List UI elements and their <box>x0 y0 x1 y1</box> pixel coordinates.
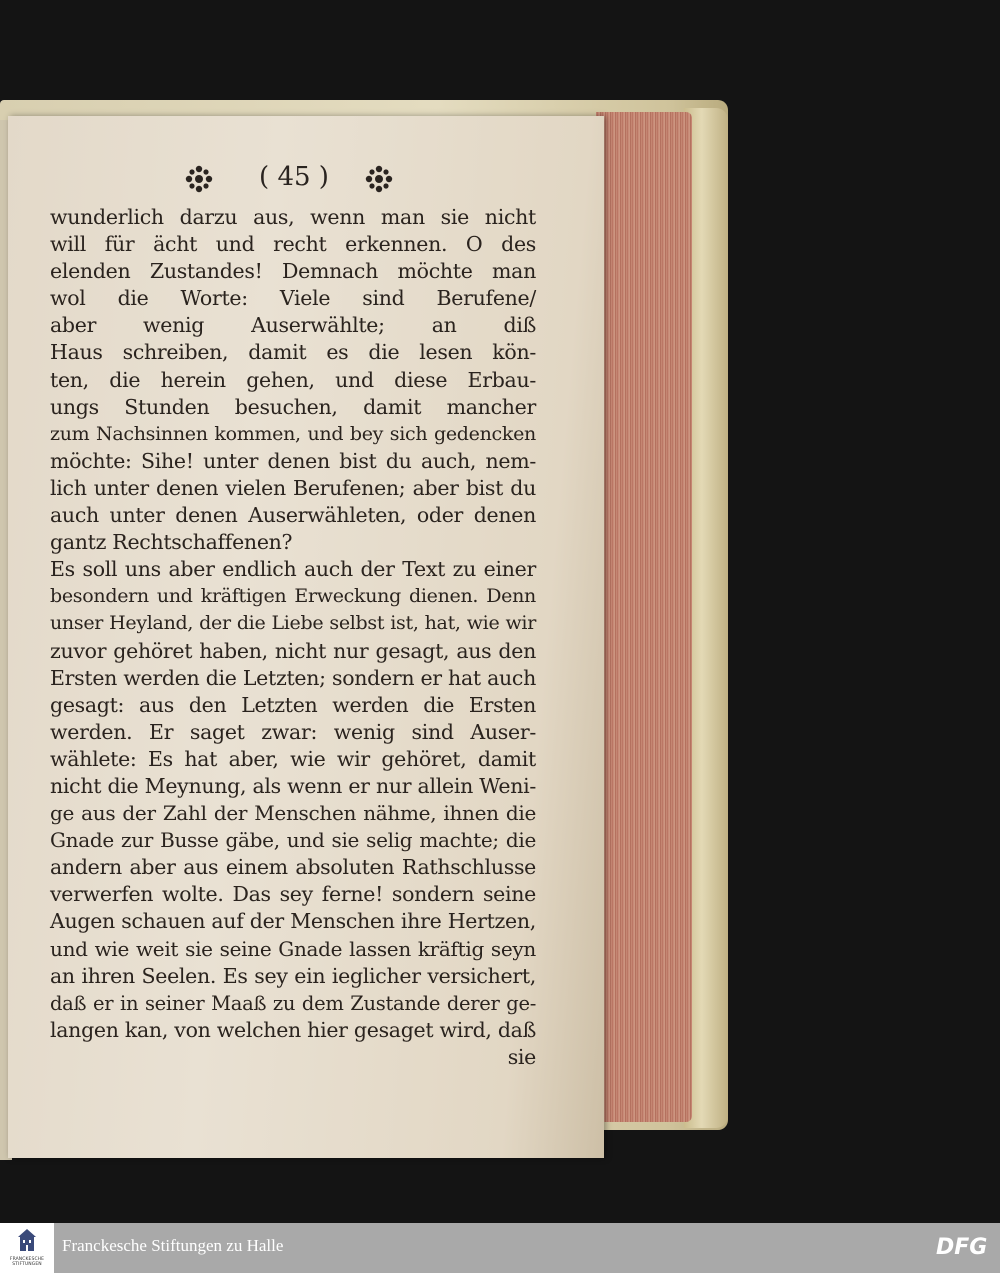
text-line: langen kan, von welchen hier gesaget wird, daß <box>50 1017 536 1042</box>
logo-caption: FRANCKESCHE STIFTUNGEN <box>9 1257 45 1267</box>
page-body-text <box>50 204 536 1071</box>
text-line: andern aber aus einem absoluten Rathschlusse <box>50 855 536 880</box>
text-line: ge aus der Zahl der Menschen nähme, ihnen die <box>50 801 536 826</box>
ornament-left-icon <box>184 164 214 194</box>
text-line: Haus schreiben, damit es die lesen kön- <box>50 340 536 365</box>
text-line: gesagt: aus den Letzten werden die Ersten <box>50 692 536 717</box>
text-line: an ihren Seelen. Es sey ein ieglicher versichert, <box>50 963 536 988</box>
viewer-footer <box>0 1223 1000 1273</box>
text-line: unser Heyland, der die Liebe selbst ist, hat, wie wir <box>50 612 536 635</box>
text-line: Augen schauen auf der Menschen ihre Hertzen, <box>50 909 536 934</box>
text-line: Ersten werden die Letzten; sondern er hat auch <box>50 665 536 690</box>
ornament-right-icon <box>364 164 394 194</box>
text-line: gantz Rechtschaffenen? <box>50 530 293 555</box>
text-line: will für ächt und recht erkennen. O des <box>50 232 536 257</box>
catchword: sie <box>507 1044 536 1069</box>
text-line: wol die Worte: Viele sind Berufene/ <box>50 286 536 311</box>
text-line: möchte: Sihe! unter denen bist du auch, nem- <box>50 448 536 473</box>
text-line: nicht die Meynung, als wenn er nur allein Weni- <box>50 773 536 798</box>
text-line: elenden Zustandes! Demnach möchte man <box>50 259 536 284</box>
text-line: auch unter denen Auserwähleten, oder denen <box>50 503 536 528</box>
text-line: ungs Stunden besuchen, damit mancher <box>50 394 536 419</box>
dfg-logo[interactable]: DFG <box>936 1235 988 1260</box>
text-line: besondern und kräftigen Erweckung dienen. Denn <box>50 585 536 608</box>
institution-logo[interactable] <box>0 1223 54 1273</box>
text-line: wählete: Es hat aber, wie wir gehöret, damit <box>50 746 536 771</box>
text-line: aber wenig Auserwählte; an diß <box>50 313 536 338</box>
institution-name[interactable]: Franckesche Stiftungen zu Halle <box>62 1236 284 1255</box>
text-line: daß er in seiner Maaß zu dem Zustande derer ge- <box>50 991 536 1015</box>
page-number: ( 45 ) <box>259 162 329 192</box>
text-line: Es soll uns aber endlich auch der Text zu einer <box>50 557 536 582</box>
text-line: ten, die herein gehen, und diese Erbau- <box>50 367 536 392</box>
text-line: und wie weit sie seine Gnade lassen kräftig seyn <box>50 936 536 961</box>
text-line: Gnade zur Busse gäbe, und sie selig machte; die <box>50 828 536 853</box>
text-line: werden. Er saget zwar: wenig sind Auser- <box>50 719 536 744</box>
page-edges <box>596 112 692 1122</box>
text-line: lich unter denen vielen Berufenen; aber bist du <box>50 475 536 500</box>
text-line: verwerfen wolte. Das sey ferne! sondern seine <box>50 882 536 907</box>
text-line: zuvor gehöret haben, nicht nur gesagt, aus den <box>50 638 536 663</box>
text-line: wunderlich darzu aus, wenn man sie nicht <box>50 205 536 229</box>
page-header <box>0 160 600 200</box>
text-line: zum Nachsinnen kommen, und bey sich gedencken <box>50 422 536 445</box>
orphanage-building-icon <box>18 1229 36 1253</box>
